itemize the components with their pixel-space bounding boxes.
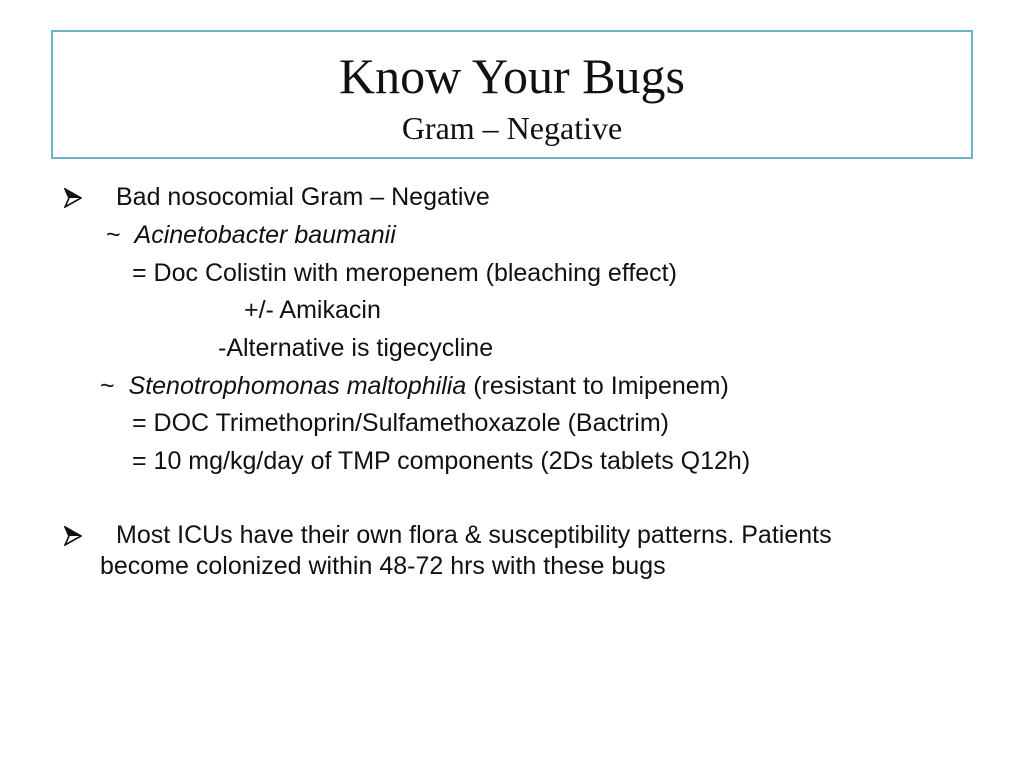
bug2-line: [100, 371, 729, 401]
arrowhead-bullet-icon: [64, 188, 82, 208]
bug1-treatment-2: +/- Amikacin: [244, 296, 381, 324]
bug2-name: Stenotrophomonas maltophilia: [128, 372, 467, 400]
bullet2-line1: Most ICUs have their own flora & susceptibility patterns. Patients: [116, 521, 832, 549]
slide-title: Know Your Bugs: [339, 48, 685, 104]
slide-subtitle: Gram – Negative: [401, 110, 623, 146]
bullet2-line2: become colonized within 48-72 hrs with these bugs: [100, 552, 666, 580]
bug1-treatment-1: = Doc Colistin with meropenem (bleaching effect): [132, 259, 677, 287]
bug1-name: Acinetobacter baumanii: [134, 221, 396, 249]
bug2-prefix: ~: [100, 372, 115, 400]
bug2-treatment-1: = DOC Trimethoprin/Sulfamethoxazole (Bactrim): [132, 409, 669, 437]
bug1-line: [106, 220, 396, 250]
bug2-treatment-2: = 10 mg/kg/day of TMP components (2Ds tablets Q12h): [132, 447, 751, 475]
bug1-treatment-3: -Alternative is tigecycline: [218, 334, 494, 362]
arrowhead-bullet-icon: [64, 526, 82, 546]
title-box: [51, 30, 973, 159]
bullet1-text: Bad nosocomial Gram – Negative: [116, 183, 490, 211]
bug1-prefix: ~: [106, 221, 121, 249]
bug2-note: (resistant to Imipenem): [473, 372, 729, 400]
